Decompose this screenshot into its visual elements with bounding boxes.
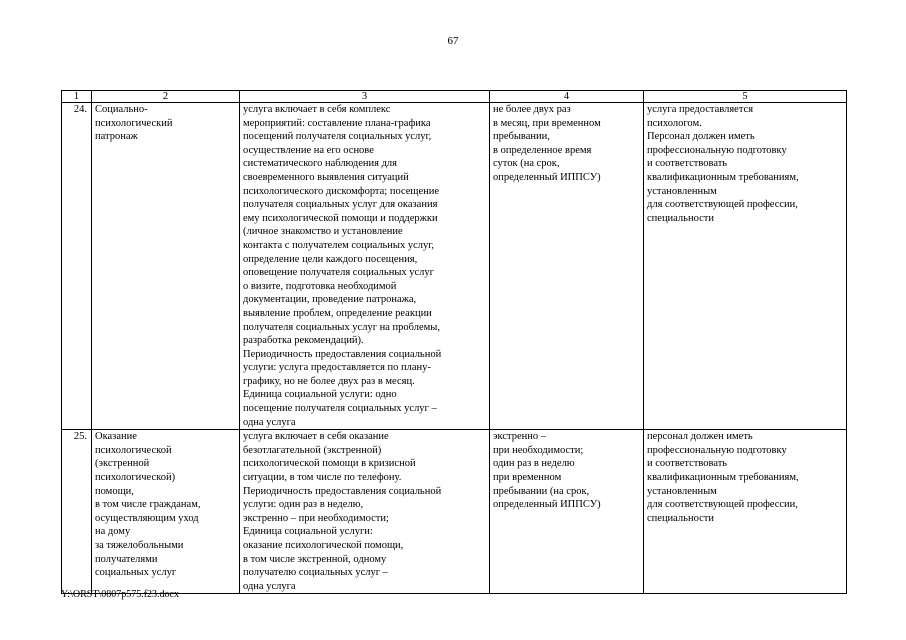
header-col-1: 1 [62,91,92,103]
page-number: 67 [447,35,459,47]
header-col-2: 2 [92,91,240,103]
file-path-footer: Y:\ORST\0807p575.f23.docx [61,589,179,600]
service-conditions: персонал должен иметь профессиональную подготовку и соответствовать квалификационным требованиям, установленным для соответствующей профессии, специальности [644,430,847,594]
service-conditions: услуга предоставляется психологом. Персонал должен иметь профессиональную подготовку и соответствовать квалификационным требованиям, установленным для соответствующей профессии, специальности [644,103,847,430]
service-name: Оказание психологической (экстренной психологической) помощи, в том числе гражданам, осуществляющим уход на дому за тяжелобольными получателями социальных услуг [92,430,240,594]
table-header-row [62,91,847,103]
service-description: услуга включает в себя комплекс мероприятий: составление плана-графика посещений получателя социальных услуг, осуществление на его основе систематического наблюдения для своевременного выявления ситуаций психологического дискомфорта; посещение получателя социальных услуг для оказания ему психологической помощи и поддержки (личное знакомство и установление контакта с получателем социальных услуг, определение цели каждого посещения, оповещение получателя социальных услуг о визите, подготовка необходимой документации, проведение патронажа, выявление проблем, определение реакции получателя социальных услуг на проблемы, разработка рекомендаций). Периодичность предоставления социальной услуги: услуга предоставляется по плану- графику, но не более двух раз в месяц. Единица социальной услуги: одно посещение получателя социальных услуг – одна услуга [240,103,490,430]
header-col-3: 3 [240,91,490,103]
service-name: Социально- психологический патронаж [92,103,240,430]
row-number: 25. [62,430,92,594]
table-row [62,103,847,430]
header-col-4: 4 [490,91,644,103]
header-col-5: 5 [644,91,847,103]
service-frequency: не более двух раз в месяц, при временном пребывании, в определенное время суток (на срок, определенный ИППСУ) [490,103,644,430]
services-table [61,90,847,594]
service-frequency: экстренно – при необходимости; один раз в неделю при временном пребывании (на срок, определенный ИППСУ) [490,430,644,594]
table-row [62,430,847,594]
service-description: услуга включает в себя оказание безотлагательной (экстренной) психологической помощи в кризисной ситуации, в том числе по телефону. Периодичность предоставления социальной услуги: один раз в неделю, экстренно – при необходимости; Единица социальной услуги: оказание психологической помощи, в том числе экстренной, одному получателю социальных услуг – одна услуга [240,430,490,594]
row-number: 24. [62,103,92,430]
